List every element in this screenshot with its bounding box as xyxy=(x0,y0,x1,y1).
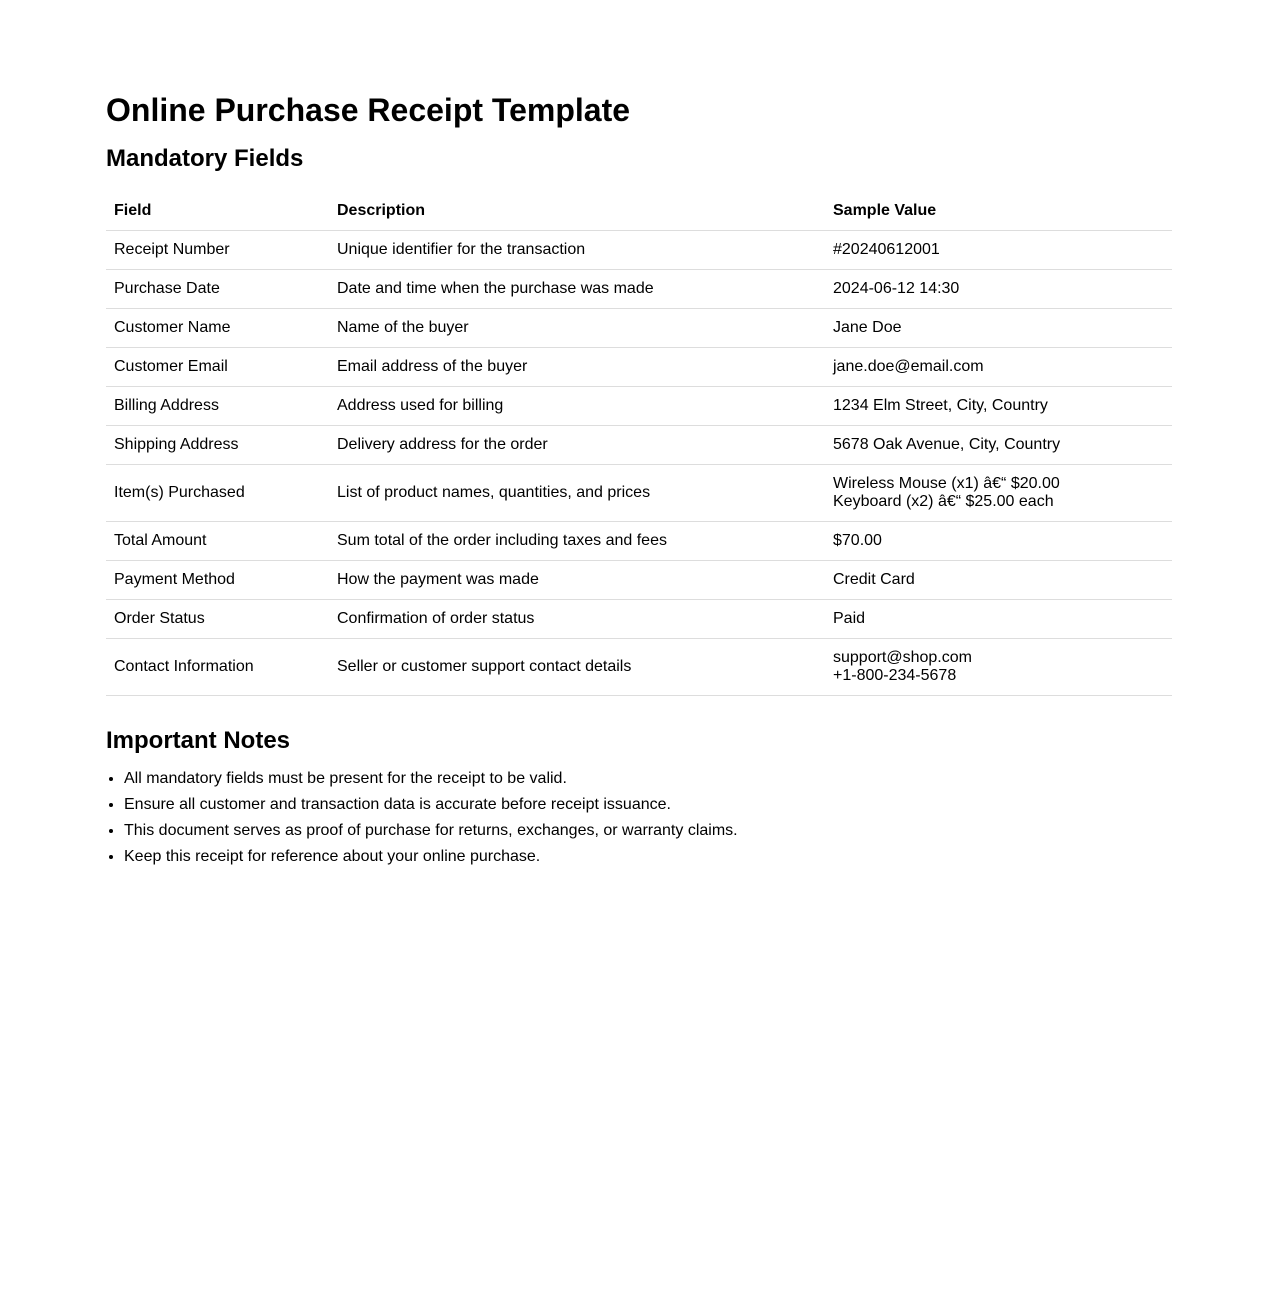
sample-value-line: $70.00 xyxy=(833,532,882,549)
table-row xyxy=(106,387,1172,426)
description-cell: Email address of the buyer xyxy=(329,348,825,387)
description-cell: Name of the buyer xyxy=(329,309,825,348)
description-cell: Confirmation of order status xyxy=(329,600,825,639)
column-header-sample-value: Sample Value xyxy=(825,192,1172,231)
sample-value-line: 5678 Oak Avenue, City, Country xyxy=(833,436,1061,453)
field-cell: Billing Address xyxy=(106,387,329,426)
sample-value-line: support@shop.com xyxy=(833,649,972,666)
mandatory-fields-heading: Mandatory Fields xyxy=(106,145,304,172)
description-cell: Date and time when the purchase was made xyxy=(329,270,825,309)
sample-value-line: 2024-06-12 14:30 xyxy=(833,280,960,297)
table-header-row xyxy=(106,192,1172,231)
sample-value-line: #20240612001 xyxy=(833,241,940,258)
field-cell: Customer Name xyxy=(106,309,329,348)
sample-value-line: Keyboard (x2) â€“ $25.00 each xyxy=(833,493,1054,510)
sample-value-line: Wireless Mouse (x1) â€“ $20.00 xyxy=(833,475,1060,492)
sample-value-cell xyxy=(825,465,1172,522)
field-cell: Item(s) Purchased xyxy=(106,465,329,522)
field-cell: Shipping Address xyxy=(106,426,329,465)
description-cell: Sum total of the order including taxes and fees xyxy=(329,522,825,561)
table-row xyxy=(106,309,1172,348)
sample-value-cell xyxy=(825,231,1172,270)
sample-value-cell xyxy=(825,639,1172,696)
table-row xyxy=(106,270,1172,309)
table-row xyxy=(106,465,1172,522)
description-cell: Seller or customer support contact details xyxy=(329,639,825,696)
sample-value-line: jane.doe@email.com xyxy=(833,358,984,375)
receipt-document xyxy=(106,0,1172,870)
mandatory-fields-table xyxy=(106,192,1172,696)
sample-value-cell xyxy=(825,522,1172,561)
note-item: • This document serves as proof of purchase for returns, exchanges, or warranty claims. xyxy=(124,818,1172,844)
note-item: • All mandatory fields must be present for the receipt to be valid. xyxy=(124,766,1172,792)
table-row xyxy=(106,600,1172,639)
sample-value-cell xyxy=(825,387,1172,426)
description-cell: List of product names, quantities, and prices xyxy=(329,465,825,522)
field-cell: Customer Email xyxy=(106,348,329,387)
description-cell: Unique identifier for the transaction xyxy=(329,231,825,270)
sample-value-cell xyxy=(825,348,1172,387)
important-notes-heading: Important Notes xyxy=(106,727,291,754)
table-row xyxy=(106,231,1172,270)
table-row xyxy=(106,561,1172,600)
notes-list xyxy=(106,766,1172,870)
sample-value-line: Credit Card xyxy=(833,571,915,588)
field-cell: Total Amount xyxy=(106,522,329,561)
sample-value-line: 1234 Elm Street, City, Country xyxy=(833,397,1048,414)
sample-value-cell xyxy=(825,561,1172,600)
table-row xyxy=(106,639,1172,696)
sample-value-cell xyxy=(825,270,1172,309)
table-row xyxy=(106,426,1172,465)
field-cell: Contact Information xyxy=(106,639,329,696)
sample-value-line: Jane Doe xyxy=(833,319,902,336)
note-item: • Ensure all customer and transaction data is accurate before receipt issuance. xyxy=(124,792,1172,818)
column-header-field: Field xyxy=(106,192,329,231)
note-item: • Keep this receipt for reference about your online purchase. xyxy=(124,844,1172,870)
description-cell: Delivery address for the order xyxy=(329,426,825,465)
field-cell: Purchase Date xyxy=(106,270,329,309)
table-row xyxy=(106,522,1172,561)
page-title: Online Purchase Receipt Template xyxy=(106,92,631,128)
description-cell: How the payment was made xyxy=(329,561,825,600)
field-cell: Payment Method xyxy=(106,561,329,600)
field-cell: Receipt Number xyxy=(106,231,329,270)
sample-value-line: +1-800-234-5678 xyxy=(833,667,957,684)
table-row xyxy=(106,348,1172,387)
field-cell: Order Status xyxy=(106,600,329,639)
column-header-description: Description xyxy=(329,192,825,231)
description-cell: Address used for billing xyxy=(329,387,825,426)
sample-value-cell xyxy=(825,426,1172,465)
sample-value-cell xyxy=(825,600,1172,639)
sample-value-cell xyxy=(825,309,1172,348)
sample-value-line: Paid xyxy=(833,610,866,627)
